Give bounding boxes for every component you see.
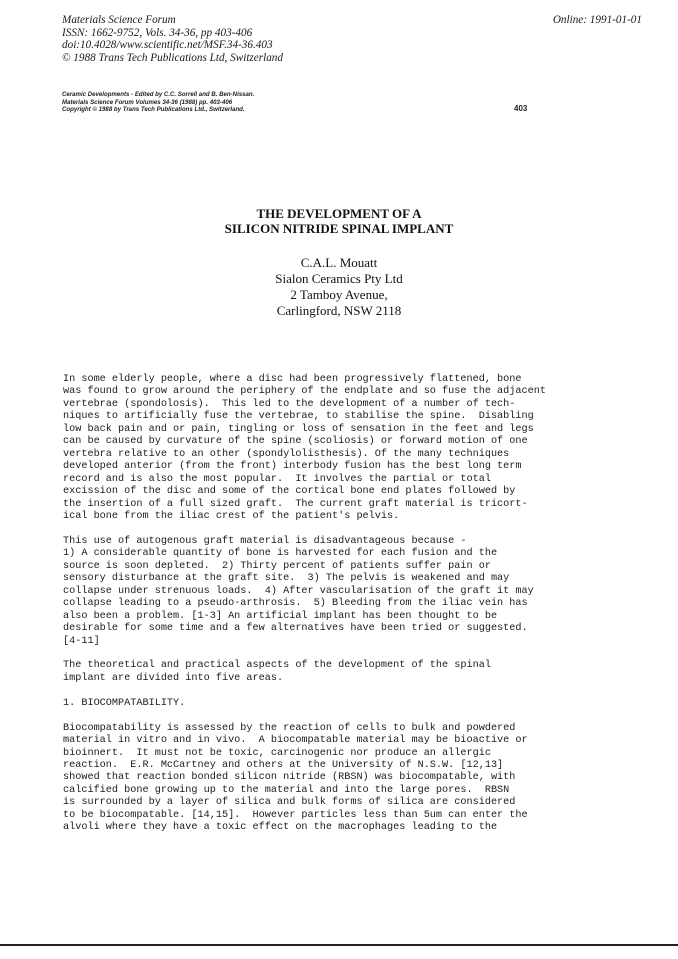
imprint-line: Materials Science Forum Volumes 34-36 (1988) pp. 403-406 [62,98,233,106]
text-line: reaction. E.R. McCartney and others at the University of N.S.W. [12,13] [63,759,504,771]
text-line: sensory disturbance at the graft site. 3) The pelvis is weakened and may [63,573,510,585]
imprint-line: Copyright © 1988 by Trans Tech Publications Ltd., Switzerland. [62,106,245,114]
text-line: 1) A considerable quantity of bone is harvested for each fusion and the [63,548,498,560]
journal-name: Materials Science Forum [62,14,176,26]
author-name: C.A.L. Mouatt [300,255,378,270]
text-line: In some elderly people, where a disc had been progressively flattened, bone [63,374,522,385]
text-line: vertebrae (spondolosis). This led to the development of a number of tech- [63,398,516,410]
text-line: excission of the disc and some of the cortical bone end plates followed by [63,486,516,498]
text-line: record and is also the most popular. It involves the partial or total [63,473,491,485]
original-imprint [62,91,254,114]
text-line: source is soon depleted. 2) Thirty percent of patients suffer pain or [63,560,491,572]
paragraph [63,536,653,648]
paper-title [0,206,678,236]
text-line: the insertion of a full sized graft. The current graft material is tricort- [63,498,528,510]
text-line: low back pain and or pain, tingling or loss of sensation in the feet and legs [63,423,534,435]
text-line: This use of autogenous graft material is disadvantageous because - [63,535,467,547]
paragraph-gap [63,685,653,697]
journal-copyright: © 1988 Trans Tech Publications Ltd, Switzerland [62,51,283,64]
text-line: 1. BIOCOMPATABILITY. [63,697,186,709]
text-line: calcified bone growing up to the material and into the large pores. RBSN [63,784,510,796]
text-line: material in vitro and in vivo. A biocompatable material may be bioactive or [63,735,528,747]
text-line: vertebra relative to an other (spondylolisthesis). Of the many techniques [63,448,510,460]
imprint-line: Ceramic Developments - Edited by C.C. Sorrell and B. Ben-Nissan. [62,91,255,98]
page-bottom-rule [0,944,678,946]
text-line: to be biocompatable. [14,15]. However particles less than 5um can enter the [63,809,528,821]
text-line: Biocompatability is assessed by the reaction of cells to bulk and powdered [63,722,516,734]
author-affiliation: Sialon Ceramics Pty Ltd [275,271,403,286]
paper-body [63,374,653,835]
paragraph-gap [63,648,653,660]
text-line: implant are divided into five areas. [63,672,284,684]
author-address: 2 Tamboy Avenue, [290,287,388,302]
title-line: SILICON NITRIDE SPINAL IMPLANT [224,221,454,236]
text-line: bioinnert. It must not be toxic, carcinogenic nor produce an allergic [63,747,491,759]
author-address: Carlingford, NSW 2118 [276,303,402,318]
text-line: showed that reaction bonded silicon nitride (RBSN) was biocompatable, with [63,772,516,784]
paragraph-gap [63,523,653,535]
text-line: is surrounded by a layer of silica and bulk forms of silica are considered [63,797,516,809]
section-heading [63,698,653,710]
text-line: The theoretical and practical aspects of the development of the spinal [63,660,491,672]
journal-header [62,14,283,64]
text-line: collapse under strenuous loads. 4) After vascularisation of the graft it may [63,585,534,597]
text-line: was found to grow around the periphery of the endplate and so fuse the adjacent [63,386,546,398]
text-line: niques to artificially fuse the vertebrae, to stabilise the spine. Disabling [63,411,534,423]
text-line: developed anterior (from the front) interbody fusion has the best long term [63,461,522,473]
text-line: can be caused by curvature of the spine (scoliosis) or forward motion of one [63,436,528,448]
journal-issn: ISSN: 1662-9752, Vols. 34-36, pp 403-406 [62,26,253,39]
online-date: Online: 1991-01-01 [552,14,642,26]
text-line: collapse leading to a pseudo-arthrosis. 5) Bleeding from the iliac vein has [63,598,528,610]
journal-doi: doi:10.4028/www.scientific.net/MSF.34-36.403 [62,39,273,52]
text-line: [4-11] [63,635,100,647]
paragraph-gap [63,710,653,722]
text-line: desirable for some time and a few alternatives have been tried or suggested. [63,623,528,635]
text-line: also been a problem. [1-3] An artificial implant has been thought to be [63,610,498,622]
paragraph [63,374,653,523]
text-line: ical bone from the iliac crest of the patient's pelvis. [63,510,400,522]
page-number: 403 [514,104,528,113]
text-line: alvoli where they have a toxic effect on the macrophages leading to the [63,822,498,834]
title-line: THE DEVELOPMENT OF A [256,206,422,221]
paragraph [63,723,653,835]
paragraph [63,660,653,685]
author-block [0,255,678,319]
